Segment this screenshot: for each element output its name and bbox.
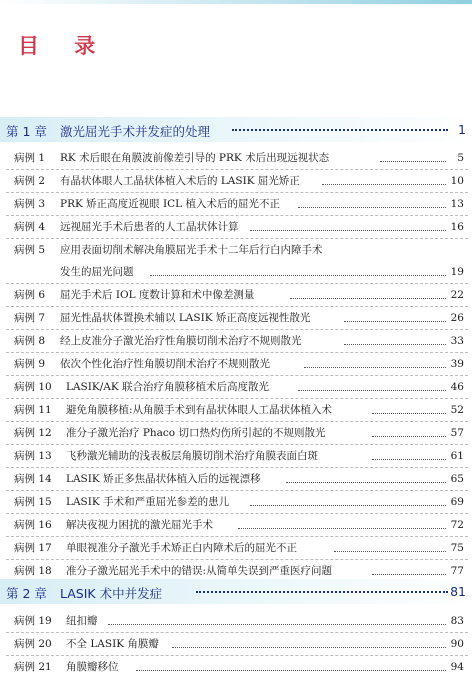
toc-entry-continuation[interactable] — [0, 261, 472, 283]
dot-leader — [380, 161, 446, 162]
chapter-heading[interactable] — [0, 579, 472, 604]
toc-entry[interactable] — [0, 399, 472, 421]
toc-entry[interactable] — [0, 216, 472, 238]
case-page: 10 — [450, 175, 464, 187]
chapter-page: 81 — [450, 584, 466, 599]
dot-leader — [298, 390, 446, 391]
case-page: 22 — [450, 289, 464, 301]
case-page: 26 — [450, 312, 464, 324]
dot-leader — [344, 321, 446, 322]
dot-leader — [372, 574, 446, 575]
case-title: 经上皮准分子激光治疗性角膜切削术治疗不规则散光 — [60, 335, 302, 347]
dot-leader — [286, 482, 446, 483]
case-number: 病例 2 — [14, 175, 46, 187]
dot-leader — [372, 413, 446, 414]
case-title: 发生的屈光问题 — [60, 266, 134, 278]
dot-leader — [196, 591, 448, 593]
case-number: 病例 5 — [14, 244, 46, 256]
case-page: 13 — [450, 198, 464, 210]
case-page: 69 — [450, 496, 464, 508]
chapter-page: 1 — [458, 122, 466, 137]
page-title: 目 录 — [18, 34, 110, 58]
case-number: 病例 7 — [14, 312, 46, 324]
case-number: 病例 1 — [14, 152, 46, 164]
dot-leader — [334, 551, 446, 552]
dot-leader — [108, 624, 446, 625]
case-title: RK 术后眼在角膜波前像差引导的 PRK 术后出现远视状态 — [60, 152, 330, 164]
case-page: 61 — [450, 450, 464, 462]
case-title: 单眼视准分子激光手术矫正白内障术后的屈光不正 — [66, 542, 297, 554]
case-number: 病例 6 — [14, 289, 46, 301]
case-title: 飞秒激光辅助的浅表板层角膜切削术治疗角膜表面白斑 — [66, 450, 318, 462]
case-page: 5 — [457, 152, 464, 164]
case-number: 病例 17 — [14, 542, 52, 554]
case-page: 33 — [450, 335, 464, 347]
dot-leader — [150, 275, 446, 276]
case-title: 角膜瓣移位 — [66, 661, 119, 673]
case-page: 46 — [450, 381, 464, 393]
toc-entry[interactable] — [0, 468, 472, 490]
case-number: 病例 19 — [14, 615, 52, 627]
case-number: 病例 10 — [14, 381, 52, 393]
case-number: 病例 11 — [14, 404, 52, 416]
chapter-title: LASIK 术中并发症 — [60, 586, 163, 601]
dot-leader — [250, 505, 446, 506]
dot-leader — [136, 670, 446, 671]
toc-entry[interactable] — [0, 353, 472, 375]
chapter-heading[interactable] — [0, 117, 472, 142]
case-page: 57 — [450, 427, 464, 439]
case-title: LASIK 矫正多焦晶状体植入后的远视漂移 — [66, 473, 261, 485]
case-page: 16 — [450, 221, 464, 233]
toc-entry[interactable] — [0, 491, 472, 513]
case-title: 有晶状体眼人工晶状体植入术后的 LASIK 屈光矫正 — [60, 175, 300, 187]
toc-entry[interactable] — [0, 445, 472, 467]
toc-entry[interactable] — [0, 656, 472, 678]
case-number: 病例 8 — [14, 335, 46, 347]
case-title: 纽扣瓣 — [66, 615, 98, 627]
case-number: 病例 20 — [14, 638, 52, 650]
case-title: LASIK/AK 联合治疗角膜移植术后高度散光 — [66, 381, 270, 393]
case-number: 病例 18 — [14, 565, 52, 577]
case-title: 准分子激光治疗 Phaco 切口热灼伤所引起的不规则散光 — [66, 427, 326, 439]
dot-leader — [238, 528, 446, 529]
case-number: 病例 21 — [14, 661, 52, 673]
toc-entry[interactable] — [0, 193, 472, 215]
toc-entry[interactable] — [0, 537, 472, 559]
case-title: 屈光手术后 IOL 度数计算和术中像差测量 — [60, 289, 255, 301]
case-number: 病例 15 — [14, 496, 52, 508]
dot-leader — [250, 230, 446, 231]
case-title: 远视屈光手术后患者的人工晶状体计算 — [60, 221, 239, 233]
case-number: 病例 13 — [14, 450, 52, 462]
case-page: 72 — [450, 519, 464, 531]
toc-entry[interactable] — [0, 610, 472, 632]
case-number: 病例 9 — [14, 358, 46, 370]
case-title: 不全 LASIK 角膜瓣 — [66, 638, 159, 650]
toc-entry[interactable] — [0, 170, 472, 192]
chapter-number: 第 1 章 — [6, 124, 47, 139]
case-page: 52 — [450, 404, 464, 416]
dot-leader — [290, 298, 446, 299]
toc-entry[interactable] — [0, 376, 472, 398]
chapter-number: 第 2 章 — [6, 586, 47, 601]
dot-leader — [344, 344, 446, 345]
dot-leader — [322, 184, 446, 185]
case-title: 应用表面切削术解决角膜屈光手术十二年后行白内障手术 — [60, 244, 323, 256]
case-page: 65 — [450, 473, 464, 485]
toc-entry[interactable] — [0, 239, 472, 261]
case-title: LASIK 手术和严重屈光参差的患儿 — [66, 496, 230, 508]
case-page: 19 — [450, 266, 464, 278]
case-title: 依次个性化治疗性角膜切削术治疗不规则散光 — [60, 358, 270, 370]
chapter-title: 激光屈光手术并发症的处理 — [60, 124, 211, 139]
toc-entry[interactable] — [0, 284, 472, 306]
case-title: 屈光性晶状体置换术辅以 LASIK 矫正高度远视性散光 — [60, 312, 311, 324]
dot-leader — [304, 367, 446, 368]
case-number: 病例 3 — [14, 198, 46, 210]
dot-leader — [372, 459, 446, 460]
case-page: 77 — [450, 565, 464, 577]
dot-leader — [372, 436, 446, 437]
case-number: 病例 14 — [14, 473, 52, 485]
case-page: 90 — [450, 638, 464, 650]
top-color-band — [0, 0, 472, 4]
dot-leader — [298, 207, 446, 208]
case-page: 75 — [450, 542, 464, 554]
toc-entry[interactable] — [0, 147, 472, 169]
case-number: 病例 4 — [14, 221, 46, 233]
toc-entry[interactable] — [0, 330, 472, 352]
case-number: 病例 12 — [14, 427, 52, 439]
case-title: 解决夜视力困扰的激光屈光手术 — [66, 519, 213, 531]
case-title: PRK 矫正高度近视眼 ICL 植入术后的屈光不正 — [60, 198, 280, 210]
case-title: 准分子激光屈光手术中的错误:从简单失误到严重医疗问题 — [66, 565, 333, 577]
toc-entry[interactable] — [0, 307, 472, 329]
toc-entry[interactable] — [0, 422, 472, 444]
case-page: 83 — [450, 615, 464, 627]
dot-leader — [232, 129, 448, 131]
toc-entry[interactable] — [0, 633, 472, 655]
case-page: 94 — [450, 661, 464, 673]
case-title: 避免角膜移植:从角膜手术到有晶状体眼人工晶状体植入术 — [66, 404, 333, 416]
toc-entry[interactable] — [0, 514, 472, 536]
case-page: 39 — [450, 358, 464, 370]
dot-leader — [172, 647, 446, 648]
case-number: 病例 16 — [14, 519, 52, 531]
